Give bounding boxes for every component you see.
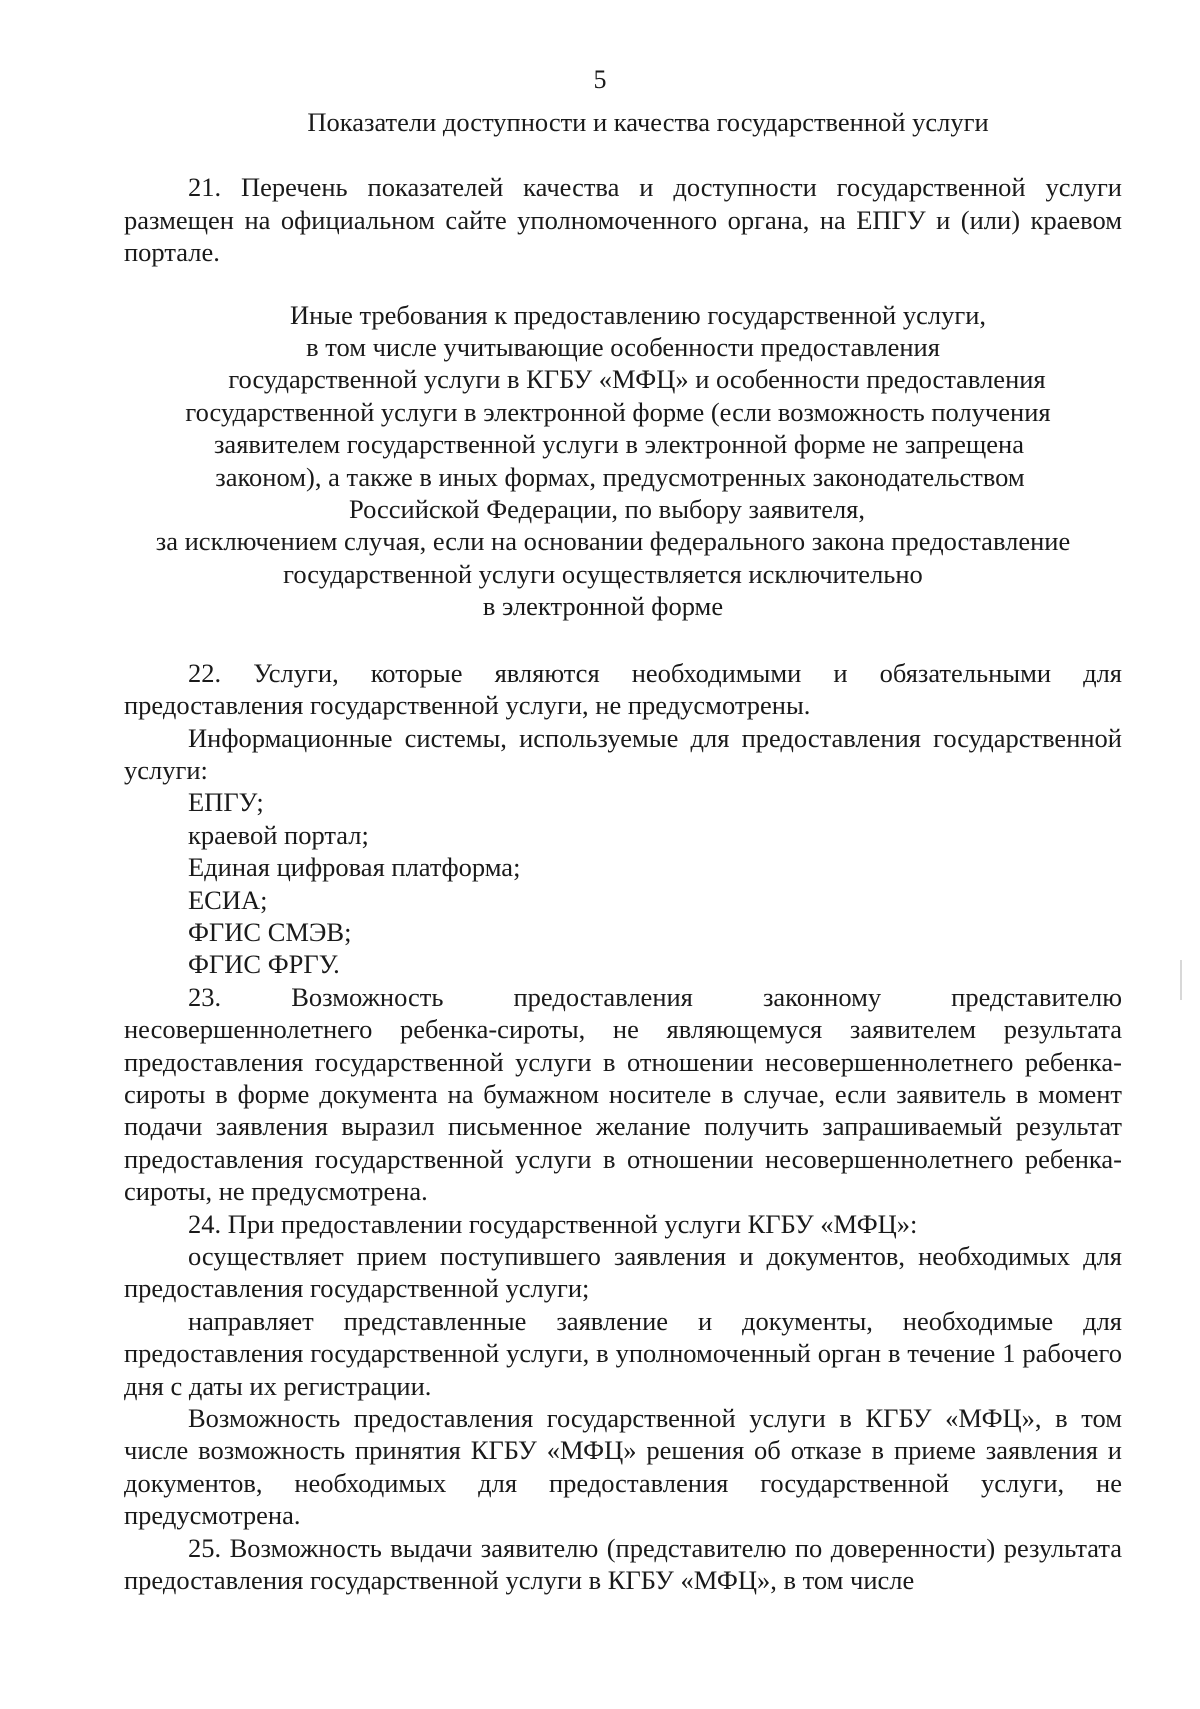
heading-line: заявителем государственной услуги в электронной форме не запрещена [213, 429, 1025, 460]
paragraph-24: 24. При предоставлении государственной услуги КГБУ «МФЦ»: [188, 1208, 918, 1239]
heading-line: Российской Федерации, по выбору заявителя, [349, 494, 865, 525]
heading-line: государственной услуги в КГБУ «МФЦ» и особенности предоставления [228, 364, 1046, 395]
paragraph-22: 22. Услуги, которые являются необходимыми и обязательными для предоставления государственной услуги, не предусмотрены. [124, 657, 1122, 721]
paragraph-25: 25. Возможность выдачи заявителю (представителю по доверенности) результата предоставления государственной услуги в КГБУ «МФЦ», в том числе [124, 1532, 1122, 1596]
heading-line: государственной услуги в электронной форме (если возможность получения [185, 396, 1051, 427]
info-systems-list [124, 786, 1122, 980]
section-title: Показатели доступности и качества государственной услуги [307, 107, 989, 137]
list-item: краевой портал; [188, 819, 369, 850]
paragraph-24-a: осуществляет прием поступившего заявления и документов, необходимых для предоставления государственной услуги; [124, 1241, 1122, 1304]
paragraph-info-systems: Информационные системы, используемые для предоставления государственной услуги: [124, 722, 1122, 785]
list-item: ФГИС ФРГУ. [188, 949, 340, 980]
heading-line: Иные требования к предоставлению государственной услуги, [289, 299, 986, 330]
paragraph-24-c: Возможность предоставления государственной услуги в КГБУ «МФЦ», в том числе возможность принятия КГБУ «МФЦ» решения об отказе в приеме заявления и документов, необходимых для предоставления государственной услуги, не предусмотрена. [124, 1403, 1122, 1531]
heading-line: в электронной форме [482, 591, 724, 622]
heading-line: законом), а также в иных формах, предусмотренных законодательством [215, 461, 1025, 492]
section-heading-other-requirements [124, 299, 1122, 623]
heading-line: за исключением случая, если на основании федерального закона предоставление [155, 526, 1071, 557]
scan-artifact [1180, 960, 1182, 1000]
paragraph-24-b: направляет представленные заявление и документы, необходимые для предоставления государственной услуги, в уполномоченный орган в течение 1 рабочего дня с даты их регистрации. [124, 1305, 1122, 1401]
list-item: ЕПГУ; [188, 787, 264, 818]
paragraph-21: 21. Перечень показателей качества и доступности государственной услуги размещен на официальном сайте уполномоченного органа, на ЕПГУ и (или) краевом портале. [124, 172, 1122, 268]
document-body [124, 106, 1122, 1596]
list-item: ЕСИА; [188, 884, 268, 915]
list-item: ФГИС СМЭВ; [188, 916, 352, 947]
heading-line: в том числе учитывающие особенности предоставления [306, 332, 940, 363]
page-number: 5 [593, 65, 607, 94]
heading-line: государственной услуги осуществляется исключительно [283, 558, 923, 589]
paragraph-23: 23. Возможность предоставления законному представителю несовершеннолетнего ребенка-сироты, не являющемуся заявителем результата предоставления государственной услуги в отношении несовершеннолетнего ребенка-сироты в форме документа на бумажном носителе в случае, если заявитель в момент подачи заявления выразил письменное желание получить запрашиваемый результат предоставления государственной услуги в отношении несовершеннолетнего ребенка-сироты, не предусмотрена. [124, 981, 1122, 1207]
list-item: Единая цифровая платформа; [188, 852, 521, 883]
